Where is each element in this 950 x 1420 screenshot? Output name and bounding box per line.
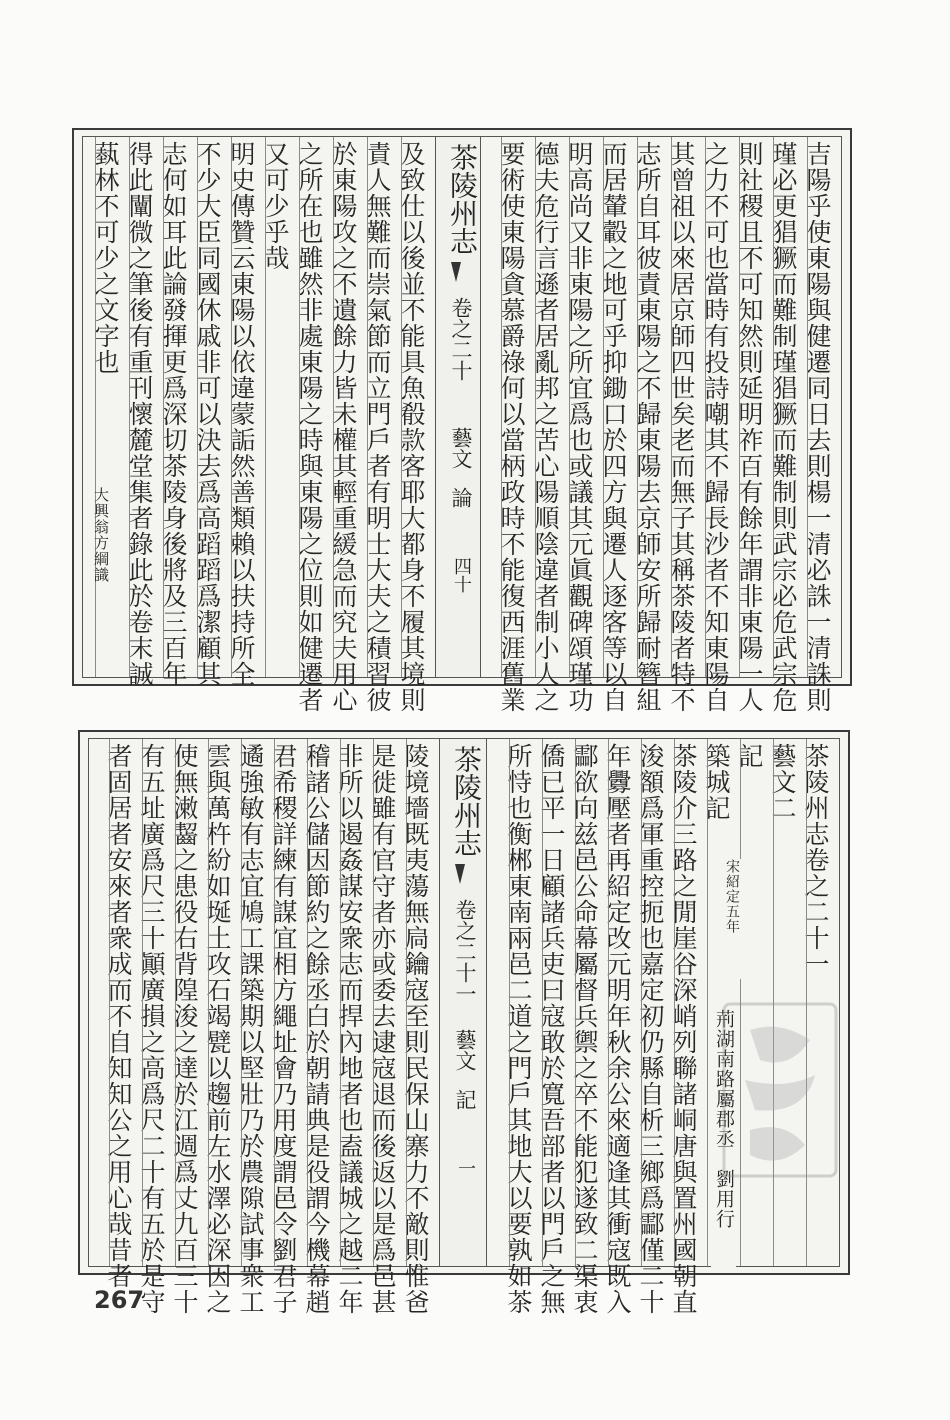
column-rule [807,137,808,677]
column-rule [175,739,176,1266]
text-column-right: 築城記 [702,743,731,821]
text-column-right: 要術使東陽貪慕爵祿何以當柄政時不能復西涯舊業 [497,141,526,713]
column-rule [509,739,510,1266]
text-column-left: 遹強敏有志宜鳩工課築期以堅壯乃於農隙試事衆工 [236,743,265,1315]
column-rule [265,137,266,677]
center-fold-column [435,137,481,677]
text-column-left: 之所在也雖然非處東陽之時與東陽之位則如健遷者 [295,141,324,713]
column-rule [542,739,543,1266]
column-rule [333,137,334,677]
text-column-left: 有五址廣爲尺三十顚廣損之高爲尺二十有五於是守 [137,743,166,1315]
text-column-right: 記 [735,743,764,769]
column-rule [197,137,198,677]
signature-note: 大興翁方綱識 [92,487,110,583]
column-rule [208,739,209,1266]
text-column-right: 藝文二 [768,743,797,821]
column-rule [340,739,341,1266]
text-column-left: 又可少乎哉 [261,141,290,271]
text-column-right: 其曾祖以來居京師四世矣老而無子其稱茶陵者特不 [667,141,696,713]
column-rule [406,739,407,1266]
center-fold-column [439,739,487,1266]
text-column-left: 志何如耳此論發揮更爲深切茶陵身後將及三百年 [159,141,188,687]
fold-volume: 卷之二十一 [453,899,477,1004]
text-column-left: 非所以遏姦謀安衆志而捍內地者也盍議城之越二年 [335,743,364,1315]
text-column-left: 於東陽攻之不遺餘力皆未權其輕重緩急而究夫用心 [329,141,358,713]
fold-genre: 記 [453,1089,477,1110]
text-column-left: 雲與萬杵紛如埏土攻石竭甓以趨前左水澤必深因之 [203,743,232,1315]
library-seal-stamp [720,1000,840,1180]
author-line: 荊湖南路屬郡丞 劉用行 [711,1009,736,1269]
text-column-left: 君希稷詳練有謀宜相方繩址會乃用度謂邑令劉君子 [269,743,298,1315]
column-rule [307,739,308,1266]
fold-folio: 四十 [451,557,472,593]
fishtail-mark-icon [451,262,461,282]
text-column-left: 稽諸公儲因節約之餘丞白於朝請典是役謂今機幕趙 [302,743,331,1315]
fold-section: 藝文 [453,1029,477,1071]
column-rule [274,739,275,1266]
column-rule [705,137,706,677]
column-rule [674,739,675,1266]
column-rule [401,137,402,677]
column-rule [671,137,672,677]
text-column-right: 所恃也衡郴東南兩邑二道之門戶其地大以要孰如茶 [504,743,533,1315]
text-column-left: 是徙雖有官守者亦或委去逮寇退而後返以是爲邑甚 [368,743,397,1315]
text-column-left: 得此闡微之筆後有重刊懷麓堂集者錄此於卷末誠 [125,141,154,687]
column-rule [608,739,609,1266]
text-column-left: 及致仕以後並不能具魚殽款客耶大都身不履其境則 [397,141,426,713]
fishtail-mark-icon [455,864,465,884]
column-rule [163,137,164,677]
text-column-right: 年釁壓者再紹定改元明年秋余公來適逢其衝寇既入 [603,743,632,1315]
text-column-left: 陵境墻既夷蕩無扃鑰寇至則民保山寨力不敵則惟爸 [401,743,430,1315]
top-book-leaf [72,128,852,713]
column-rule [241,739,242,1266]
text-column-right: 德夫危行言遜者居亂邦之苦心陽順陰違者制小人之 [531,141,560,713]
fold-folio: 一 [455,1159,476,1177]
text-column-left: 明史傳贊云東陽以依違蒙詬然善類賴以扶持所全 [227,141,256,687]
text-column-right: 吉陽乎使東陽與健遷同日去則楊一清必誅一清誅則 [803,141,832,713]
column-rule [773,137,774,677]
text-column-right: 之力不可也當時有投詩嘲其不歸長沙者不知東陽自 [701,141,730,713]
column-rule [569,137,570,677]
column-rule [641,739,642,1266]
text-column-right: 浚額爲軍重控扼也嘉定初仍縣自析三鄉爲酃僅二十 [636,743,665,1315]
column-rule [707,739,708,1266]
column-rule [575,739,576,1266]
column-rule [231,137,232,677]
text-column-right: 則社稷且不可知然則延明祚百有餘年謂非東陽一人 [735,141,764,713]
page-number: 267 [94,1286,145,1314]
fold-title: 茶陵州志 [450,745,483,857]
fold-volume: 卷之二十 [449,297,473,381]
column-rule [367,137,368,677]
text-column-right: 僑已平一日顧諸兵吏曰寇敢於寬吾部者以門戶之無 [537,743,566,1315]
column-rule [373,739,374,1266]
top-leaf-frame [82,136,842,713]
fold-section: 藝文 [449,427,473,469]
column-rule [501,137,502,677]
text-column-left: 責人無難而崇氣節而立門戶者有明士大夫之積習彼 [363,141,392,713]
text-column-right: 而居輦轂之地可乎抑鋤口於四方與遷人逐客等以自 [599,141,628,713]
column-rule [142,739,143,1266]
fold-title: 茶陵州志 [446,143,479,255]
text-column-right: 茶陵州志卷之二十一 [801,743,830,977]
text-column-left: 蓺林不可少之文字也 [91,141,120,375]
column-rule [739,137,740,677]
column-rule [109,739,110,1266]
column-rule [603,137,604,677]
text-column-right: 明高尚又非東陽之所宜爲也或議其元眞觀碑頌瑾功 [565,141,594,713]
column-rule [535,137,536,677]
date-note: 宋紹定五年 [723,859,741,979]
column-rule [129,137,130,677]
text-column-right: 茶陵介三路之閒崖谷深峭列聯諸峒唐與置州國朝直 [669,743,698,1315]
column-rule [637,137,638,677]
fold-genre: 論 [449,487,473,508]
text-column-left: 者固居者安來者衆成而不自知知公之用心哉昔者 [104,743,133,1289]
text-column-right: 志所自耳彼責東陽之不歸東陽去京師安所歸耐簪組 [633,141,662,713]
text-column-right: 瑾必更猖獗而難制瑾猖獗而難制則武宗必危武宗危 [769,141,798,713]
text-column-right: 酃欲向兹邑公命幕屬督兵禦之卒不能犯遂致二渠衷 [570,743,599,1315]
column-rule [299,137,300,677]
text-column-left: 使無潄齧之患役右背隍浚之達於江週爲丈九百三十 [170,743,199,1315]
text-column-left: 不少大臣同國休戚非可以決去爲高蹈蹈爲潔顧其 [193,141,222,687]
